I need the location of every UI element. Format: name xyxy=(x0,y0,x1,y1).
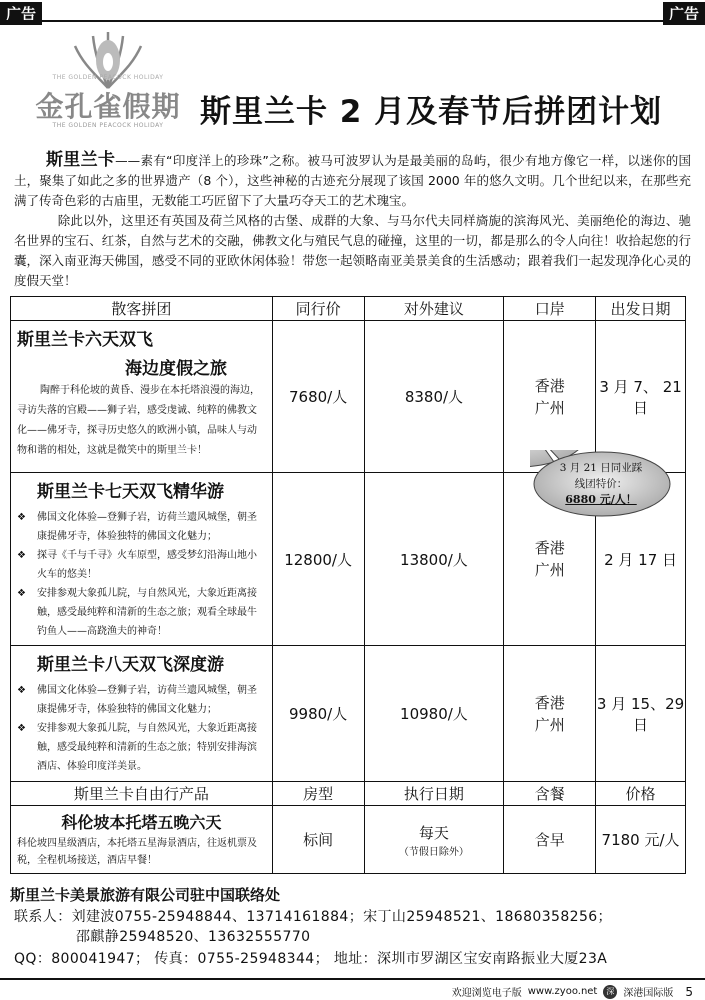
trade-price: 12800/人 xyxy=(272,473,364,646)
logo-english-top: THE GOLDEN PEACOCK HOLIDAY xyxy=(52,74,164,81)
product-name: 斯里兰卡七天双飞精华游 xyxy=(37,482,224,502)
top-divider xyxy=(0,20,705,22)
departure-dates: 2 月 17 日 xyxy=(596,473,686,646)
list-item: ❖ 安排参观大象孤儿院，与自然风光，大象近距离接触，感受最纯粹和清新的生态之旅；观看全球最牛钓鱼人——高跷渔夫的神奇！ xyxy=(17,584,266,641)
header-meals: 含餐 xyxy=(504,782,596,806)
list-item: ❖ 佛国文化体验—登狮子岩，访荷兰遗风城堡，朝圣康提佛牙寺，体验独特的佛国文化魅力； xyxy=(17,508,266,546)
product-cell xyxy=(11,321,273,473)
table-row xyxy=(11,806,686,874)
trade-price: 7680/人 xyxy=(272,321,364,473)
retail-price: 8380/人 xyxy=(364,321,504,473)
bottom-bar-text: 欢迎浏览电子版 xyxy=(451,988,522,999)
contact-line-2: 邵麒静25948520、13632555770 xyxy=(76,929,311,945)
product-description: 陶醉于科伦坡的黄昏、漫步在本托塔浪漫的海边，寻访失落的宫殿——狮子岩，感受虔诚、纯粹的佛教文化——佛牙寺，探寻历史悠久的欧洲小镇，品味人与动物和谐的相处，这就是微笑中的斯里兰卡！ xyxy=(17,385,260,456)
header-free-product: 斯里兰卡自由行产品 xyxy=(11,782,273,806)
list-item: ❖ 安排参观大象孤儿院，与自然风光，大象近距离接触，感受最纯粹和清新的生态之旅；特别安排海滨酒店、体验印度洋美景。 xyxy=(17,719,266,776)
tour-table xyxy=(10,296,686,874)
product-cell xyxy=(11,646,273,782)
product-bullets xyxy=(17,508,266,641)
port-hongkong: 香港 xyxy=(534,693,565,712)
edition-name: 深港国际版 xyxy=(623,988,674,999)
exec-date-cell xyxy=(364,806,504,874)
header-retail-price: 对外建议 xyxy=(364,297,504,321)
product-bullets xyxy=(17,681,266,776)
trade-price: 9980/人 xyxy=(272,646,364,782)
free-product-cell xyxy=(11,806,273,874)
intro-text xyxy=(14,150,691,291)
bullet-icon: ❖ xyxy=(17,550,26,561)
product-cell xyxy=(11,473,273,646)
bottom-bar-site[interactable]: www.zyoo.net xyxy=(527,986,598,997)
bubble-price: 6880 元/人！ xyxy=(565,493,637,506)
port-guangzhou: 广州 xyxy=(534,715,565,734)
contact-line-1: 联系人：刘建波0755-25948844、13714161884；宋丁山25948521、18680358256； xyxy=(14,909,612,925)
header-trade-price: 同行价 xyxy=(272,297,364,321)
retail-price: 13800/人 xyxy=(364,473,504,646)
intro-paragraph-2: 除此以外，这里还有英国及荷兰风格的古堡、成群的大象、与马尔代夫同样旖旎的滨海风光、美丽绝伦的海边、驰名世界的宝石、红茶，自然与艺术的交融，佛教文化与殖民气息的碰撞，这里的一切，都是那么的令人向往！收拾起您的行囊，深入南亚海天佛国，感受不同的亚欧休闲体验！带您一起领略南亚美景美食的生活感动；跟着我们一起发现净化心灵的度假天堂！ xyxy=(14,213,691,288)
page-title: 斯里兰卡 2 月及春节后拼团计划 xyxy=(200,94,663,130)
page-number: 5 xyxy=(685,984,693,999)
port-guangzhou: 广州 xyxy=(534,561,565,579)
port-hongkong: 香港 xyxy=(534,539,565,557)
bullet-icon: ❖ xyxy=(17,512,26,523)
product-name: 斯里兰卡六天双飞 xyxy=(17,330,153,350)
contact-line-3: QQ：800041947； 传真：0755-25948344； 地址：深圳市罗湖区宝安南路振业大厦23A xyxy=(14,951,608,967)
port-guangzhou: 广州 xyxy=(534,398,565,417)
header-group-tour: 散客拼团 xyxy=(11,297,273,321)
exec-date: 每天 xyxy=(418,823,449,842)
product-name: 斯里兰卡八天双飞深度游 xyxy=(37,655,224,675)
ad-tag-left: 广告 xyxy=(0,2,42,25)
meal: 含早 xyxy=(504,806,596,874)
departure-dates: 3 月 15、29 日 xyxy=(596,646,686,782)
room-type: 标间 xyxy=(272,806,364,874)
bullet-icon: ❖ xyxy=(17,723,26,734)
special-offer-bubble xyxy=(530,450,672,518)
free-product-description: 科伦坡四星级酒店，本托塔五星海景酒店，往返机票及税，全程机场接送，酒店早餐！ xyxy=(17,838,257,866)
bottom-bar-content xyxy=(452,984,693,999)
bottom-bar xyxy=(0,978,705,1000)
retail-price: 10980/人 xyxy=(364,646,504,782)
ad-tag-right: 广告 xyxy=(663,2,705,25)
logo-english-name: THE GOLDEN PEACOCK HOLIDAY xyxy=(52,122,164,129)
bubble-line-2: 线团特价： xyxy=(574,478,628,490)
table-header-row xyxy=(11,297,686,321)
bullet-icon: ❖ xyxy=(17,685,26,696)
list-item: ❖ 探寻《千与千寻》火车原型，感受梦幻沿海山地小火车的悠美！ xyxy=(17,546,266,584)
departure-dates: 3 月 7、 21 日 xyxy=(596,321,686,473)
header-price: 价格 xyxy=(596,782,686,806)
emblem-icon: 深 xyxy=(603,985,617,999)
header-exec-date: 执行日期 xyxy=(364,782,504,806)
intro-lead: 斯里兰卡 xyxy=(46,150,116,170)
logo xyxy=(28,30,188,138)
port-cell xyxy=(504,646,596,782)
bubble-text xyxy=(536,460,666,508)
bullet-icon: ❖ xyxy=(17,588,26,599)
peacock-feather-icon xyxy=(65,30,151,92)
exec-date-note: （节假日除外） xyxy=(398,846,469,858)
header-port: 口岸 xyxy=(504,297,596,321)
logo-chinese-name: 金孔雀假期 xyxy=(35,90,181,123)
header-departure-date: 出发日期 xyxy=(596,297,686,321)
free-tour-header-row xyxy=(11,782,686,806)
free-product-name: 科伦坡本托塔五晚六天 xyxy=(61,813,222,832)
list-item: ❖ 佛国文化体验—登狮子岩，访荷兰遗风城堡，朝圣康提佛牙寺，体验独特的佛国文化魅力； xyxy=(17,681,266,719)
table-row xyxy=(11,646,686,782)
header-room-type: 房型 xyxy=(272,782,364,806)
bubble-line-1: 3 月 21 日同业踩 xyxy=(559,462,643,474)
free-price: 7180 元/人 xyxy=(596,806,686,874)
product-subtitle: 海边度假之旅 xyxy=(125,359,227,379)
company-name: 斯里兰卡美景旅游有限公司驻中国联络处 xyxy=(10,886,281,904)
port-hongkong: 香港 xyxy=(534,376,565,395)
intro-paragraph-1: ——素有“印度洋上的珍珠”之称。被马可波罗认为是最美丽的岛屿，很少有地方像它一样，以迷你的国土，聚集了如此之多的世界遗产（8 个），这些神秘的古迹充分展现了该国 2000 年的悠久文明。几个世纪以来，在那些充满了传奇色彩的古庙里，无数能工巧匠留下了大量巧夺天工的艺术瑰宝。 xyxy=(14,153,691,208)
